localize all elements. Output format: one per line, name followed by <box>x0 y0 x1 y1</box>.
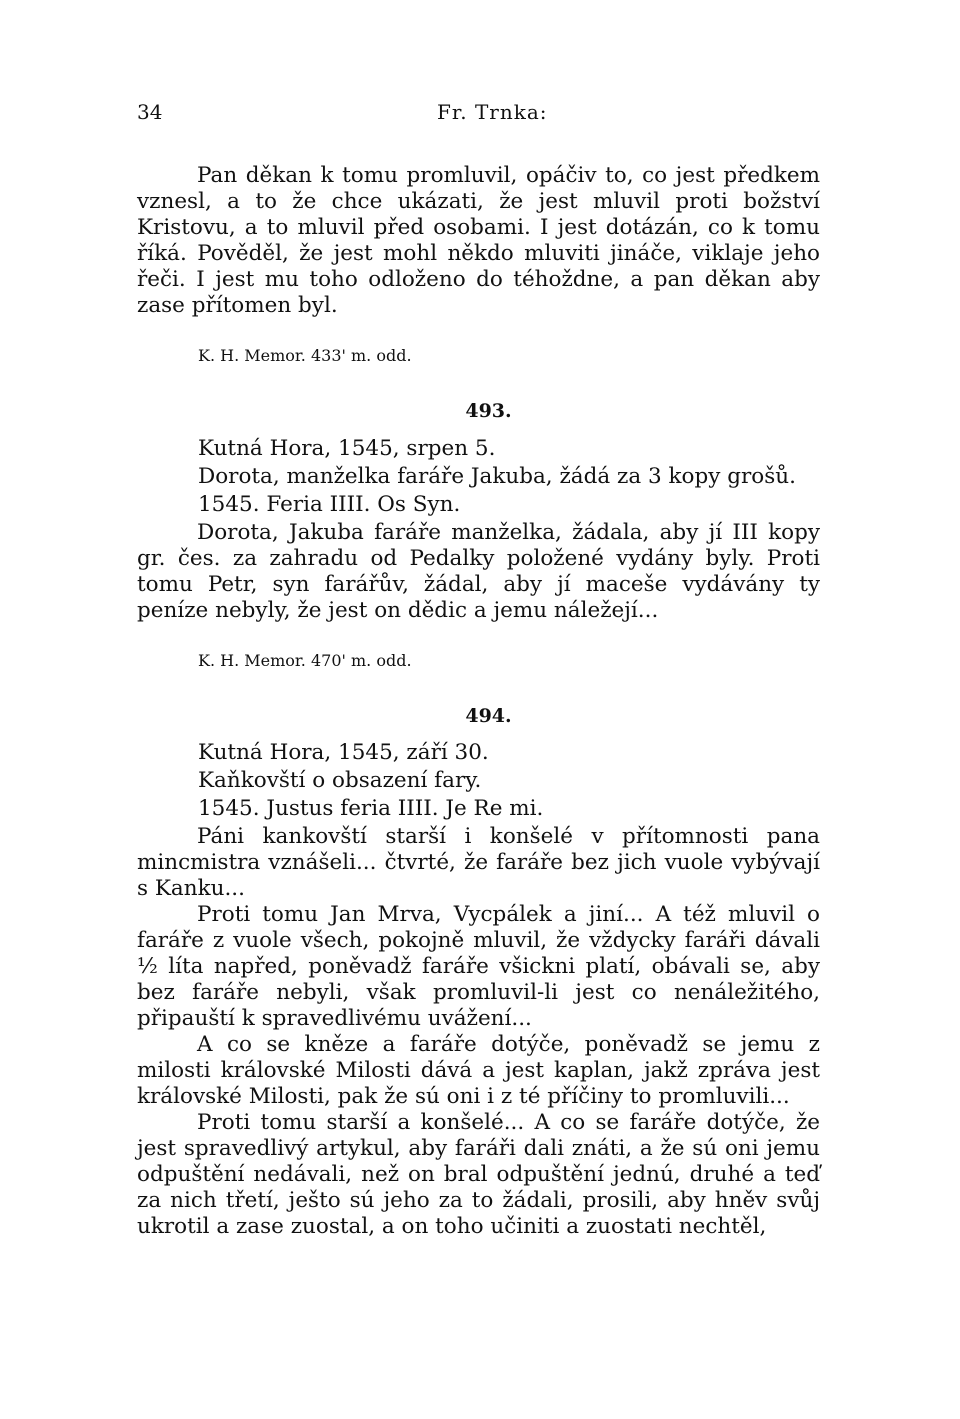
doc-494-paragraph: Páni kankovští starší i konšelé v přítomnosti pana mincmistra vznášeli... čtvrté, že faráře bez jich vuole vybývají s Kanku... <box>137 824 820 901</box>
doc-493-reference: K. H. Memor. 470' m. odd. <box>198 651 412 670</box>
doc-493-date-line: 1545. Feria IIII. Os Syn. <box>198 492 461 517</box>
doc-493-place-date: Kutná Hora, 1545, srpen 5. <box>198 436 496 461</box>
top-paragraph: Pan děkan k tomu promluvil, opáčiv to, co jest předkem vznesl, a to že chce ukázati, že jest mluvil proti božství Kristovu, a to mluvil před osobami. I jest dotázán, co k tomu říká. Pověděl, že jest mohl někdo mluviti jináče, viklaje jeho řeči. I jest mu toho odloženo do téhoždne, a pan děkan aby zase přítomen byl. <box>137 163 820 318</box>
document-number-493: 493. <box>465 400 512 422</box>
running-head <box>137 100 820 130</box>
doc-494-summary: Kaňkovští o obsazení fary. <box>198 768 482 793</box>
doc-493-paragraph: Dorota, Jakuba faráře manželka, žádala, aby jí III kopy gr. čes. za zahradu od Pedalky položené vydány byly. Proti tomu Petr, syn farářův, žádal, aby jí maceše vydávány ty peníze nebyly, že jest on dědic a jemu náležejí... <box>137 520 820 623</box>
document-number-494: 494. <box>465 705 512 727</box>
doc-494-paragraph: Proti tomu Jan Mrva, Vycpálek a jiní... A též mluvil o faráře z vuole všech, pokojně mluvil, že vždycky faráři dávali ½ líta napřed, poněvadž faráře všickni platí, obávali se, aby bez faráře nebyli, však promluvil-li jest co nenáležitého, připauští k spravedlivému uvážení... <box>137 902 820 1031</box>
top-reference: K. H. Memor. 433' m. odd. <box>198 346 412 365</box>
running-title: Fr. Trnka: <box>437 100 548 124</box>
doc-493-summary: Dorota, manželka faráře Jakuba, žádá za 3 kopy grošů. <box>198 464 796 489</box>
doc-494-place-date: Kutná Hora, 1545, září 30. <box>198 740 489 765</box>
page-number: 34 <box>137 100 163 124</box>
doc-494-date-line: 1545. Justus feria IIII. Je Re mi. <box>198 796 544 821</box>
doc-494-paragraph: Proti tomu starší a konšelé... A co se faráře dotýče, že jest spravedlivý artykul, aby faráři dali znáti, a že sú oni jemu odpuštění nedávali, než on bral odpuštění jednú, druhé a teď za nich třetí, ješto sú jeho za to žádali, prosili, aby hněv svůj ukrotil a zase zuostal, a on toho učiniti a zuostati nechtěl, <box>137 1110 820 1239</box>
doc-494-paragraph: A co se kněze a faráře dotýče, poněvadž se jemu z milosti královské Milosti dává a jest kaplan, jakž zpráva jest královské Milosti, pak že sú oni i z té příčiny to promluvili... <box>137 1032 820 1109</box>
doc-494-text-block <box>137 824 820 1240</box>
top-paragraph-block <box>137 163 820 319</box>
doc-493-paragraph-block <box>137 520 820 624</box>
